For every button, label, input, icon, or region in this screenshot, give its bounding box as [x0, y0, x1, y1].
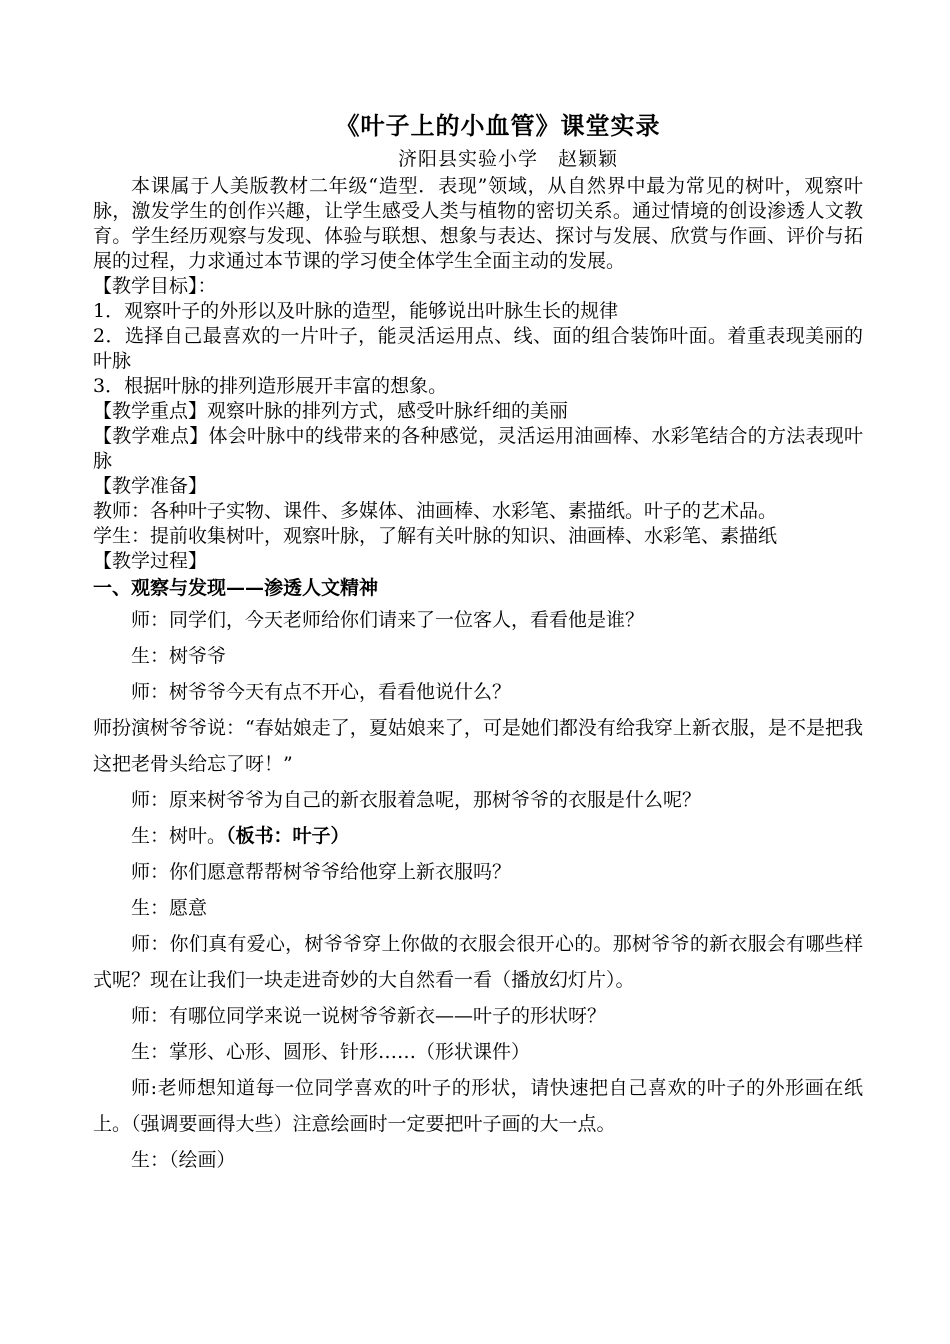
- difficulty: 【教学难点】体会叶脉中的线带来的各种感觉，灵活运用油画棒、水彩笔结合的方法表现叶脉: [93, 425, 863, 472]
- author-byline: 济阳县实验小学 赵颖颖: [397, 148, 618, 170]
- lesson-overview: [93, 174, 863, 574]
- dialogue-line: 师：有哪位同学来说一说树爷爷新衣——叶子的形状呀？: [131, 1005, 607, 1027]
- classroom-dialogue: [93, 602, 863, 1178]
- prep-teacher: 教师：各种叶子实物、课件、多媒体、油画棒、水彩笔、素描纸。叶子的艺术品。: [93, 500, 778, 522]
- key-point: 【教学重点】观察叶脉的排列方式，感受叶脉纤细的美丽: [93, 400, 569, 422]
- process-heading: 【教学过程】: [93, 550, 208, 572]
- dialogue-line: 生：掌形、心形、圆形、针形……（形状课件）: [131, 1041, 531, 1063]
- dialogue-line: 师：树爷爷今天有点不开心，看看他说什么？: [131, 681, 512, 703]
- dialogue-line: 生：（绘画）: [131, 1149, 236, 1171]
- section-1-heading: 一、观察与发现——渗透人文精神: [93, 577, 379, 599]
- goal-item-2: 2．选择自己最喜欢的一片叶子，能灵活运用点、线、面的组合装饰叶面。着重表现美丽的叶脉: [93, 325, 863, 372]
- document-title: 《叶子上的小血管》课堂实录: [335, 111, 661, 140]
- goals-heading: 【教学目标】：: [93, 275, 217, 297]
- dialogue-line: 师：原来树爷爷为自己的新衣服着急呢，那树爷爷的衣服是什么呢？: [131, 789, 702, 811]
- dialogue-line: 师：你们真有爱心，树爷爷穿上你做的衣服会很开心的。那树爷爷的新衣服会有哪些样式呢？现在让我们一块走进奇妙的大自然看一看（播放幻灯片）。: [93, 933, 863, 991]
- intro-paragraph: 本课属于人美版教材二年级“造型．表现”领域，从自然界中最为常见的树叶，观察叶脉，激发学生的创作兴趣，让学生感受人类与植物的密切关系。通过情境的创设渗透人文教育。学生经历观察与发现、体验与联想、想象与表达、探讨与发展、欣赏与作画、评价与拓展的过程，力求通过本节课的学习使全体学生全面主动的发展。: [93, 175, 863, 272]
- board-note: （板书：叶子）: [226, 825, 350, 847]
- dialogue-line: [93, 818, 863, 854]
- answer-text: 生：树叶。: [131, 825, 227, 847]
- dialogue-line: 生：树爷爷: [131, 645, 227, 667]
- goal-item-3: 3．根据叶脉的排列造形展开丰富的想象。: [93, 375, 448, 397]
- dialogue-line: 师：你们愿意帮帮树爷爷给他穿上新衣服吗？: [131, 861, 512, 883]
- prep-heading: 【教学准备】: [93, 475, 208, 497]
- dialogue-line: 师：同学们，今天老师给你们请来了一位客人，看看他是谁？: [131, 609, 645, 631]
- dialogue-line: 生：愿意: [131, 897, 208, 919]
- prep-student: 学生：提前收集树叶，观察叶脉，了解有关叶脉的知识、油画棒、水彩笔、素描纸: [93, 525, 778, 547]
- goal-item-1: 1．观察叶子的外形以及叶脉的造型，能够说出叶脉生长的规律: [93, 300, 619, 322]
- narration-paragraph: 师扮演树爷爷说：“春姑娘走了，夏姑娘来了，可是她们都没有给我穿上新衣服，是不是把我这把老骨头给忘了呀！”: [93, 717, 863, 775]
- document-page: [93, 108, 863, 1178]
- dialogue-line: 师:老师想知道每一位同学喜欢的叶子的形状，请快速把自己喜欢的叶子的外形画在纸上。（强调要画得大些）注意绘画时一定要把叶子画的大一点。: [93, 1077, 863, 1135]
